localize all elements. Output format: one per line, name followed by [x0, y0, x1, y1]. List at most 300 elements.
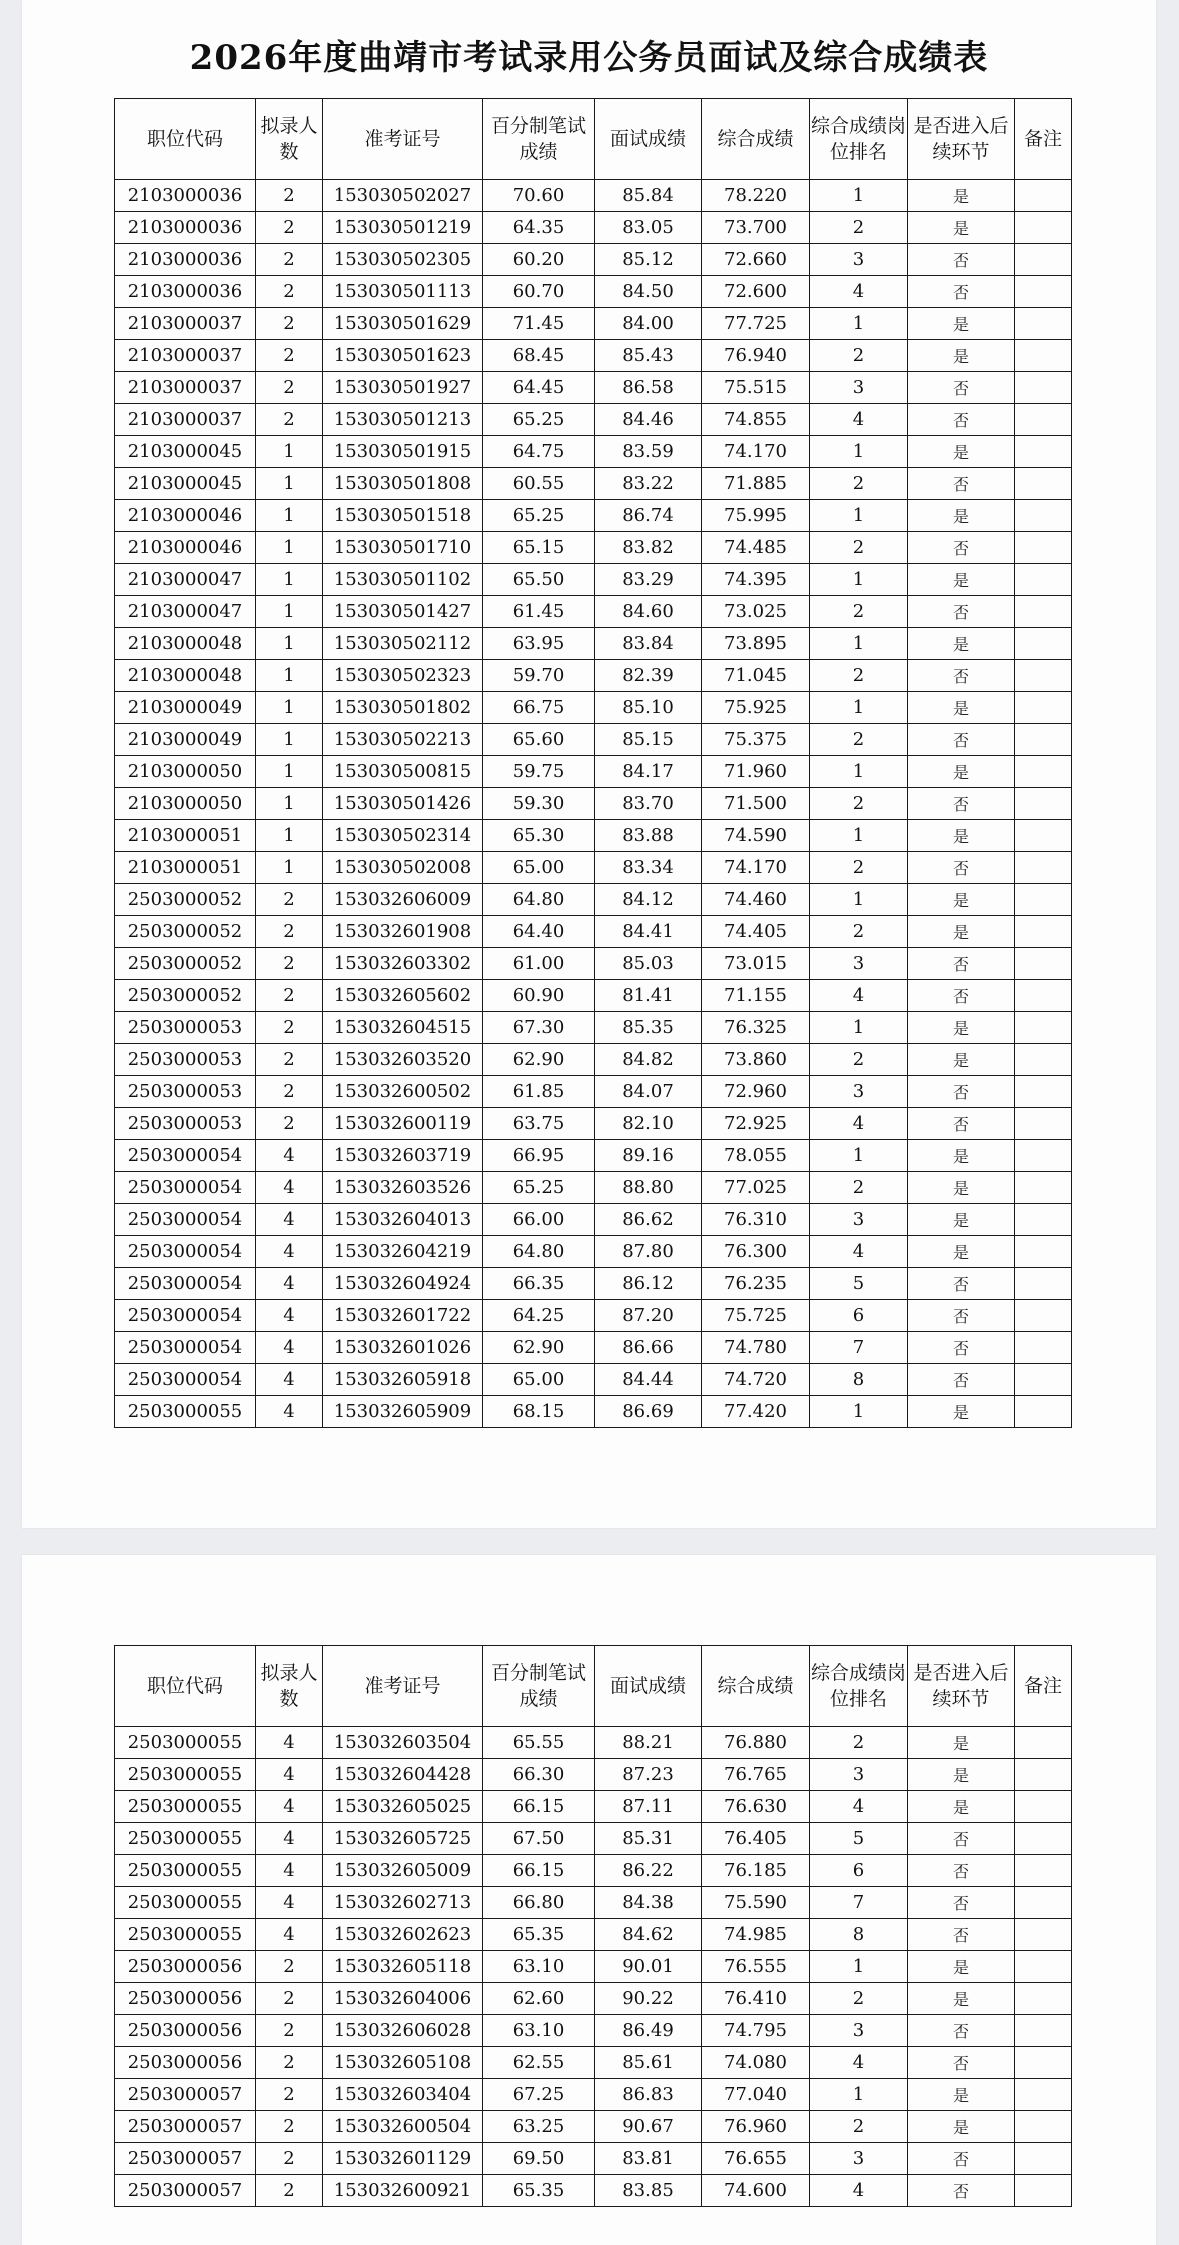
- cell-position-code: 2503000055: [115, 1887, 256, 1919]
- cell-planned-hires: 1: [256, 788, 323, 820]
- document-page-2: [22, 1555, 1156, 2245]
- cell-position-code: 2503000057: [115, 2111, 256, 2143]
- cell-interview-score: 86.22: [595, 1855, 702, 1887]
- cell-planned-hires: 2: [256, 180, 323, 212]
- cell-interview-score: 84.46: [595, 404, 702, 436]
- cell-remarks: [1015, 212, 1072, 244]
- header-total-score: 综合成绩: [702, 99, 810, 180]
- cell-position-code: 2503000055: [115, 1919, 256, 1951]
- cell-rank: 1: [810, 564, 908, 596]
- cell-interview-score: 85.43: [595, 340, 702, 372]
- cell-rank: 3: [810, 1076, 908, 1108]
- cell-remarks: [1015, 948, 1072, 980]
- cell-proceed-flag: 是: [908, 2079, 1015, 2111]
- cell-exam-number: 153030502323: [323, 660, 483, 692]
- cell-exam-number: 153032601026: [323, 1332, 483, 1364]
- table-row: [115, 1236, 1072, 1268]
- cell-rank: 6: [810, 1855, 908, 1887]
- cell-written-score: 65.25: [483, 404, 595, 436]
- cell-written-score: 71.45: [483, 308, 595, 340]
- cell-total-score: 71.885: [702, 468, 810, 500]
- header-proceed-flag: 是否进入后续环节: [908, 99, 1015, 180]
- cell-position-code: 2103000037: [115, 340, 256, 372]
- header-row: [115, 1646, 1072, 1727]
- cell-remarks: [1015, 1140, 1072, 1172]
- cell-rank: 3: [810, 244, 908, 276]
- cell-proceed-flag: 否: [908, 468, 1015, 500]
- cell-rank: 5: [810, 1268, 908, 1300]
- cell-proceed-flag: 否: [908, 1268, 1015, 1300]
- cell-position-code: 2103000045: [115, 436, 256, 468]
- cell-written-score: 68.45: [483, 340, 595, 372]
- cell-position-code: 2103000050: [115, 756, 256, 788]
- cell-rank: 1: [810, 1140, 908, 1172]
- cell-interview-score: 83.84: [595, 628, 702, 660]
- cell-exam-number: 153032600504: [323, 2111, 483, 2143]
- cell-exam-number: 153032602713: [323, 1887, 483, 1919]
- cell-rank: 1: [810, 1396, 908, 1428]
- cell-total-score: 73.025: [702, 596, 810, 628]
- header-total-score: 综合成绩: [702, 1646, 810, 1727]
- cell-rank: 4: [810, 1108, 908, 1140]
- cell-position-code: 2503000053: [115, 1012, 256, 1044]
- cell-interview-score: 84.62: [595, 1919, 702, 1951]
- cell-written-score: 65.15: [483, 532, 595, 564]
- cell-exam-number: 153030501213: [323, 404, 483, 436]
- header-exam-number: 准考证号: [323, 1646, 483, 1727]
- table-body: [115, 180, 1072, 1428]
- cell-total-score: 74.485: [702, 532, 810, 564]
- cell-interview-score: 84.82: [595, 1044, 702, 1076]
- cell-written-score: 61.00: [483, 948, 595, 980]
- cell-position-code: 2503000054: [115, 1300, 256, 1332]
- cell-proceed-flag: 否: [908, 948, 1015, 980]
- cell-remarks: [1015, 724, 1072, 756]
- cell-position-code: 2103000036: [115, 276, 256, 308]
- cell-written-score: 62.60: [483, 1983, 595, 2015]
- cell-position-code: 2503000052: [115, 948, 256, 980]
- cell-interview-score: 85.03: [595, 948, 702, 980]
- cell-position-code: 2103000046: [115, 500, 256, 532]
- cell-interview-score: 85.35: [595, 1012, 702, 1044]
- cell-remarks: [1015, 2015, 1072, 2047]
- cell-planned-hires: 1: [256, 468, 323, 500]
- cell-exam-number: 153032606009: [323, 884, 483, 916]
- cell-proceed-flag: 是: [908, 436, 1015, 468]
- cell-position-code: 2103000047: [115, 596, 256, 628]
- table-row: [115, 276, 1072, 308]
- cell-written-score: 61.85: [483, 1076, 595, 1108]
- cell-planned-hires: 4: [256, 1887, 323, 1919]
- cell-planned-hires: 2: [256, 1951, 323, 1983]
- cell-total-score: 72.660: [702, 244, 810, 276]
- table-row: [115, 180, 1072, 212]
- cell-planned-hires: 2: [256, 2047, 323, 2079]
- cell-total-score: 72.925: [702, 1108, 810, 1140]
- cell-interview-score: 86.66: [595, 1332, 702, 1364]
- cell-planned-hires: 2: [256, 372, 323, 404]
- cell-written-score: 65.60: [483, 724, 595, 756]
- cell-position-code: 2103000049: [115, 692, 256, 724]
- cell-written-score: 65.35: [483, 1919, 595, 1951]
- cell-position-code: 2103000048: [115, 628, 256, 660]
- cell-rank: 1: [810, 820, 908, 852]
- cell-position-code: 2103000037: [115, 308, 256, 340]
- table-row: [115, 1108, 1072, 1140]
- cell-position-code: 2503000054: [115, 1236, 256, 1268]
- cell-rank: 6: [810, 1300, 908, 1332]
- cell-exam-number: 153032603719: [323, 1140, 483, 1172]
- cell-total-score: 76.310: [702, 1204, 810, 1236]
- cell-exam-number: 153032605918: [323, 1364, 483, 1396]
- cell-planned-hires: 4: [256, 1759, 323, 1791]
- cell-position-code: 2503000054: [115, 1268, 256, 1300]
- cell-rank: 3: [810, 948, 908, 980]
- cell-planned-hires: 4: [256, 1823, 323, 1855]
- cell-planned-hires: 4: [256, 1855, 323, 1887]
- cell-total-score: 76.765: [702, 1759, 810, 1791]
- cell-total-score: 76.235: [702, 1268, 810, 1300]
- table-row: [115, 1364, 1072, 1396]
- cell-total-score: 75.590: [702, 1887, 810, 1919]
- cell-rank: 4: [810, 1236, 908, 1268]
- cell-planned-hires: 2: [256, 1108, 323, 1140]
- cell-proceed-flag: 否: [908, 2015, 1015, 2047]
- cell-exam-number: 153032604924: [323, 1268, 483, 1300]
- cell-proceed-flag: 是: [908, 1204, 1015, 1236]
- header-written-score: 百分制笔试成绩: [483, 99, 595, 180]
- cell-rank: 2: [810, 916, 908, 948]
- cell-interview-score: 83.82: [595, 532, 702, 564]
- cell-written-score: 63.10: [483, 1951, 595, 1983]
- cell-total-score: 71.500: [702, 788, 810, 820]
- cell-rank: 8: [810, 1919, 908, 1951]
- cell-exam-number: 153032601722: [323, 1300, 483, 1332]
- cell-interview-score: 83.34: [595, 852, 702, 884]
- cell-written-score: 60.70: [483, 276, 595, 308]
- cell-planned-hires: 1: [256, 820, 323, 852]
- cell-remarks: [1015, 2175, 1072, 2207]
- cell-exam-number: 153032605118: [323, 1951, 483, 1983]
- cell-interview-score: 85.10: [595, 692, 702, 724]
- cell-exam-number: 153032604428: [323, 1759, 483, 1791]
- cell-written-score: 64.80: [483, 1236, 595, 1268]
- cell-exam-number: 153030501518: [323, 500, 483, 532]
- cell-written-score: 69.50: [483, 2143, 595, 2175]
- cell-rank: 4: [810, 1791, 908, 1823]
- cell-interview-score: 84.50: [595, 276, 702, 308]
- cell-written-score: 64.75: [483, 436, 595, 468]
- cell-remarks: [1015, 916, 1072, 948]
- cell-total-score: 76.185: [702, 1855, 810, 1887]
- cell-total-score: 74.795: [702, 2015, 810, 2047]
- table-row: [115, 1983, 1072, 2015]
- cell-position-code: 2503000053: [115, 1044, 256, 1076]
- table-header: [115, 99, 1072, 180]
- table-row: [115, 788, 1072, 820]
- cell-position-code: 2503000054: [115, 1172, 256, 1204]
- cell-planned-hires: 2: [256, 884, 323, 916]
- cell-interview-score: 89.16: [595, 1140, 702, 1172]
- score-table-page-1: [114, 98, 1072, 1428]
- cell-proceed-flag: 是: [908, 500, 1015, 532]
- cell-rank: 2: [810, 724, 908, 756]
- cell-planned-hires: 4: [256, 1727, 323, 1759]
- cell-proceed-flag: 是: [908, 692, 1015, 724]
- table-row: [115, 692, 1072, 724]
- cell-exam-number: 153032603520: [323, 1044, 483, 1076]
- table-row: [115, 404, 1072, 436]
- cell-remarks: [1015, 1791, 1072, 1823]
- cell-proceed-flag: 是: [908, 212, 1015, 244]
- cell-proceed-flag: 否: [908, 1108, 1015, 1140]
- cell-written-score: 66.15: [483, 1855, 595, 1887]
- cell-total-score: 78.220: [702, 180, 810, 212]
- cell-exam-number: 153030502112: [323, 628, 483, 660]
- cell-position-code: 2503000054: [115, 1140, 256, 1172]
- table-row: [115, 1268, 1072, 1300]
- cell-proceed-flag: 是: [908, 1396, 1015, 1428]
- cell-proceed-flag: 是: [908, 1759, 1015, 1791]
- cell-position-code: 2503000056: [115, 2047, 256, 2079]
- cell-total-score: 77.725: [702, 308, 810, 340]
- table-row: [115, 884, 1072, 916]
- cell-exam-number: 153032600119: [323, 1108, 483, 1140]
- table-row: [115, 1076, 1072, 1108]
- cell-exam-number: 153032603302: [323, 948, 483, 980]
- cell-interview-score: 87.20: [595, 1300, 702, 1332]
- cell-written-score: 68.15: [483, 1396, 595, 1428]
- cell-rank: 7: [810, 1887, 908, 1919]
- header-position-code: 职位代码: [115, 1646, 256, 1727]
- cell-planned-hires: 4: [256, 1204, 323, 1236]
- cell-rank: 2: [810, 2111, 908, 2143]
- cell-interview-score: 83.59: [595, 436, 702, 468]
- cell-remarks: [1015, 1823, 1072, 1855]
- cell-exam-number: 153032606028: [323, 2015, 483, 2047]
- table-row: [115, 212, 1072, 244]
- cell-total-score: 73.700: [702, 212, 810, 244]
- cell-interview-score: 84.38: [595, 1887, 702, 1919]
- cell-total-score: 74.590: [702, 820, 810, 852]
- cell-planned-hires: 1: [256, 532, 323, 564]
- cell-exam-number: 153030501623: [323, 340, 483, 372]
- cell-planned-hires: 2: [256, 1076, 323, 1108]
- cell-planned-hires: 1: [256, 692, 323, 724]
- cell-exam-number: 153032604013: [323, 1204, 483, 1236]
- table-row: [115, 660, 1072, 692]
- cell-position-code: 2103000037: [115, 372, 256, 404]
- cell-interview-score: 83.81: [595, 2143, 702, 2175]
- cell-position-code: 2103000036: [115, 180, 256, 212]
- cell-position-code: 2103000037: [115, 404, 256, 436]
- cell-position-code: 2503000055: [115, 1727, 256, 1759]
- cell-planned-hires: 4: [256, 1332, 323, 1364]
- cell-written-score: 62.90: [483, 1332, 595, 1364]
- cell-remarks: [1015, 756, 1072, 788]
- cell-exam-number: 153030501710: [323, 532, 483, 564]
- cell-written-score: 63.95: [483, 628, 595, 660]
- cell-proceed-flag: 是: [908, 1172, 1015, 1204]
- cell-exam-number: 153030502027: [323, 180, 483, 212]
- cell-rank: 1: [810, 692, 908, 724]
- cell-remarks: [1015, 628, 1072, 660]
- cell-remarks: [1015, 1919, 1072, 1951]
- cell-remarks: [1015, 788, 1072, 820]
- cell-interview-score: 81.41: [595, 980, 702, 1012]
- table-row: [115, 308, 1072, 340]
- cell-position-code: 2503000055: [115, 1759, 256, 1791]
- table-row: [115, 1759, 1072, 1791]
- cell-written-score: 59.75: [483, 756, 595, 788]
- score-table-page-2: [114, 1645, 1072, 2207]
- header-planned-hires: 拟录人数: [256, 1646, 323, 1727]
- cell-proceed-flag: 否: [908, 244, 1015, 276]
- cell-rank: 3: [810, 1759, 908, 1791]
- cell-proceed-flag: 否: [908, 2143, 1015, 2175]
- table-row: [115, 852, 1072, 884]
- cell-total-score: 77.420: [702, 1396, 810, 1428]
- cell-rank: 2: [810, 1727, 908, 1759]
- cell-rank: 2: [810, 596, 908, 628]
- cell-position-code: 2503000052: [115, 916, 256, 948]
- cell-planned-hires: 2: [256, 948, 323, 980]
- table-row: [115, 596, 1072, 628]
- cell-position-code: 2503000056: [115, 1951, 256, 1983]
- cell-total-score: 74.170: [702, 436, 810, 468]
- cell-remarks: [1015, 276, 1072, 308]
- cell-remarks: [1015, 1076, 1072, 1108]
- cell-proceed-flag: 否: [908, 1076, 1015, 1108]
- cell-planned-hires: 1: [256, 628, 323, 660]
- cell-planned-hires: 4: [256, 1172, 323, 1204]
- table-row: [115, 2143, 1072, 2175]
- table-row: [115, 980, 1072, 1012]
- cell-planned-hires: 2: [256, 1044, 323, 1076]
- cell-exam-number: 153030502213: [323, 724, 483, 756]
- cell-position-code: 2503000053: [115, 1108, 256, 1140]
- cell-written-score: 60.20: [483, 244, 595, 276]
- cell-total-score: 76.555: [702, 1951, 810, 1983]
- table-row: [115, 468, 1072, 500]
- cell-rank: 1: [810, 884, 908, 916]
- cell-interview-score: 88.21: [595, 1727, 702, 1759]
- cell-position-code: 2503000054: [115, 1364, 256, 1396]
- cell-total-score: 74.460: [702, 884, 810, 916]
- cell-rank: 3: [810, 1204, 908, 1236]
- cell-remarks: [1015, 1983, 1072, 2015]
- cell-proceed-flag: 否: [908, 596, 1015, 628]
- table-header: [115, 1646, 1072, 1727]
- cell-proceed-flag: 否: [908, 852, 1015, 884]
- cell-interview-score: 84.60: [595, 596, 702, 628]
- table-row: [115, 1727, 1072, 1759]
- cell-total-score: 74.600: [702, 2175, 810, 2207]
- table-row: [115, 1791, 1072, 1823]
- cell-total-score: 74.780: [702, 1332, 810, 1364]
- cell-proceed-flag: 是: [908, 1140, 1015, 1172]
- table-row: [115, 1172, 1072, 1204]
- cell-proceed-flag: 否: [908, 2175, 1015, 2207]
- cell-planned-hires: 1: [256, 852, 323, 884]
- header-interview-score: 面试成绩: [595, 99, 702, 180]
- cell-interview-score: 87.23: [595, 1759, 702, 1791]
- cell-remarks: [1015, 500, 1072, 532]
- cell-remarks: [1015, 1300, 1072, 1332]
- cell-rank: 2: [810, 1983, 908, 2015]
- cell-proceed-flag: 否: [908, 1300, 1015, 1332]
- table-row: [115, 1204, 1072, 1236]
- cell-remarks: [1015, 468, 1072, 500]
- cell-exam-number: 153032604006: [323, 1983, 483, 2015]
- cell-proceed-flag: 是: [908, 340, 1015, 372]
- cell-written-score: 65.55: [483, 1727, 595, 1759]
- cell-total-score: 75.995: [702, 500, 810, 532]
- cell-position-code: 2503000057: [115, 2175, 256, 2207]
- cell-exam-number: 153032605602: [323, 980, 483, 1012]
- cell-interview-score: 82.39: [595, 660, 702, 692]
- cell-rank: 4: [810, 404, 908, 436]
- cell-interview-score: 84.00: [595, 308, 702, 340]
- cell-remarks: [1015, 2079, 1072, 2111]
- cell-written-score: 65.50: [483, 564, 595, 596]
- cell-exam-number: 153030501915: [323, 436, 483, 468]
- cell-written-score: 59.70: [483, 660, 595, 692]
- cell-position-code: 2503000057: [115, 2143, 256, 2175]
- cell-proceed-flag: 否: [908, 1364, 1015, 1396]
- cell-interview-score: 87.11: [595, 1791, 702, 1823]
- header-row: [115, 99, 1072, 180]
- cell-position-code: 2103000050: [115, 788, 256, 820]
- cell-position-code: 2103000045: [115, 468, 256, 500]
- cell-planned-hires: 1: [256, 436, 323, 468]
- cell-exam-number: 153030502305: [323, 244, 483, 276]
- cell-proceed-flag: 是: [908, 1044, 1015, 1076]
- cell-planned-hires: 2: [256, 2015, 323, 2047]
- cell-remarks: [1015, 596, 1072, 628]
- cell-rank: 2: [810, 852, 908, 884]
- cell-interview-score: 84.17: [595, 756, 702, 788]
- cell-total-score: 74.395: [702, 564, 810, 596]
- cell-total-score: 76.300: [702, 1236, 810, 1268]
- cell-rank: 8: [810, 1364, 908, 1396]
- cell-proceed-flag: 否: [908, 532, 1015, 564]
- document-title: 2026年度曲靖市考试录用公务员面试及综合成绩表: [189, 38, 989, 78]
- cell-remarks: [1015, 852, 1072, 884]
- cell-planned-hires: 1: [256, 756, 323, 788]
- cell-written-score: 64.25: [483, 1300, 595, 1332]
- cell-planned-hires: 2: [256, 2111, 323, 2143]
- cell-planned-hires: 1: [256, 564, 323, 596]
- cell-total-score: 76.630: [702, 1791, 810, 1823]
- cell-exam-number: 153032604219: [323, 1236, 483, 1268]
- cell-interview-score: 84.07: [595, 1076, 702, 1108]
- cell-interview-score: 86.58: [595, 372, 702, 404]
- cell-written-score: 59.30: [483, 788, 595, 820]
- cell-written-score: 66.35: [483, 1268, 595, 1300]
- table-row: [115, 2079, 1072, 2111]
- cell-written-score: 67.30: [483, 1012, 595, 1044]
- cell-total-score: 76.410: [702, 1983, 810, 2015]
- header-rank: 综合成绩岗位排名: [810, 1646, 908, 1727]
- cell-total-score: 75.515: [702, 372, 810, 404]
- cell-exam-number: 153030501427: [323, 596, 483, 628]
- cell-written-score: 65.25: [483, 1172, 595, 1204]
- cell-planned-hires: 4: [256, 1919, 323, 1951]
- cell-written-score: 64.35: [483, 212, 595, 244]
- cell-planned-hires: 2: [256, 2079, 323, 2111]
- cell-remarks: [1015, 1204, 1072, 1236]
